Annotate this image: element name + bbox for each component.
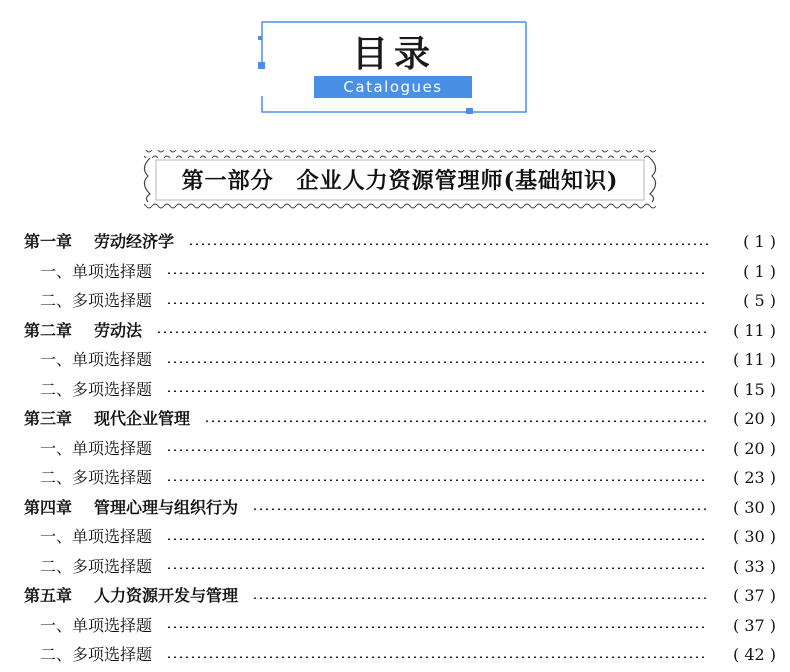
toc-entry-label: 二、多项选择题 — [40, 468, 153, 487]
page-number: ( 1 ) — [743, 232, 776, 251]
toc-section-row[interactable] — [24, 257, 776, 287]
dot-leader — [188, 243, 708, 245]
toc-section-row[interactable] — [24, 552, 776, 582]
dot-leader — [252, 597, 708, 599]
page-number: ( 30 ) — [732, 497, 776, 517]
toc-section-row[interactable] — [24, 286, 776, 316]
toc-entry-label — [24, 227, 174, 257]
page-number: ( 20 ) — [732, 409, 776, 428]
toc-entry-label — [24, 493, 238, 523]
page-number: ( 37 ) — [732, 615, 776, 635]
dot-leader — [166, 538, 708, 540]
toc-entry-label: 一、单项选择题 — [40, 438, 153, 458]
dot-leader — [166, 449, 708, 451]
page-number: ( 5 ) — [743, 291, 776, 310]
dot-leader — [166, 479, 708, 481]
page-number: ( 37 ) — [732, 586, 776, 605]
table-of-contents — [24, 227, 776, 670]
chapter-number: 第一章 — [24, 232, 73, 251]
chapter-number: 第五章 — [24, 586, 73, 605]
chapter-name: 劳动经济学 — [94, 232, 175, 251]
toc-entry-label: 一、单项选择题 — [40, 615, 153, 635]
dot-leader — [166, 302, 708, 304]
chapter-number: 第四章 — [24, 497, 73, 517]
page-number: ( 20 ) — [732, 438, 776, 458]
page-number: ( 42 ) — [732, 645, 776, 664]
toc-entry-label — [24, 581, 238, 611]
toc-section-row[interactable] — [24, 463, 776, 493]
toc-chapter-row[interactable] — [24, 227, 776, 257]
toc-entry-label: 二、多项选择题 — [40, 645, 153, 664]
dot-leader — [166, 361, 708, 363]
page-subtitle: Catalogues — [314, 76, 472, 98]
page-title: 目录 — [351, 34, 436, 75]
dot-leader — [166, 656, 708, 658]
chapter-name: 管理心理与组织行为 — [94, 497, 239, 517]
toc-entry-label: 二、多项选择题 — [40, 556, 153, 576]
chapter-number: 第二章 — [24, 320, 73, 340]
toc-section-row[interactable] — [24, 640, 776, 670]
page-number: ( 11 ) — [732, 350, 776, 369]
chapter-name: 劳动法 — [94, 320, 143, 340]
dot-leader — [252, 508, 708, 510]
dot-leader — [166, 390, 708, 392]
chapter-number: 第三章 — [24, 409, 73, 428]
page-number: ( 23 ) — [732, 468, 776, 487]
toc-section-row[interactable] — [24, 345, 776, 375]
dot-leader — [166, 567, 708, 569]
toc-section-row[interactable] — [24, 375, 776, 405]
toc-chapter-row[interactable] — [24, 493, 776, 523]
dot-leader — [166, 626, 708, 628]
chapter-name: 人力资源开发与管理 — [94, 586, 239, 605]
toc-section-row[interactable] — [24, 434, 776, 464]
toc-section-row[interactable] — [24, 522, 776, 552]
toc-entry-label: 二、多项选择题 — [40, 291, 153, 310]
dot-leader — [166, 272, 708, 274]
toc-entry-label: 一、单项选择题 — [40, 527, 153, 546]
catalogue-header — [258, 20, 530, 114]
toc-entry-label: 一、单项选择题 — [40, 350, 153, 369]
page-number: ( 33 ) — [732, 556, 776, 576]
page-number: ( 30 ) — [732, 527, 776, 546]
toc-entry-label — [24, 316, 142, 346]
toc-entry-label: 二、多项选择题 — [40, 379, 153, 399]
page-number: ( 11 ) — [732, 320, 776, 340]
page-number: ( 1 ) — [743, 261, 776, 281]
chapter-name: 现代企业管理 — [94, 409, 191, 428]
toc-section-row[interactable] — [24, 611, 776, 641]
part-banner — [140, 146, 660, 218]
part-title: 第一部分 企业人力资源管理师(基础知识) — [181, 168, 619, 194]
toc-chapter-row[interactable] — [24, 404, 776, 434]
toc-entry-label — [24, 404, 190, 434]
toc-chapter-row[interactable] — [24, 316, 776, 346]
dot-leader — [204, 420, 708, 422]
page-number: ( 15 ) — [732, 379, 776, 399]
dot-leader — [156, 331, 708, 333]
toc-entry-label: 一、单项选择题 — [40, 261, 153, 281]
toc-chapter-row[interactable] — [24, 581, 776, 611]
